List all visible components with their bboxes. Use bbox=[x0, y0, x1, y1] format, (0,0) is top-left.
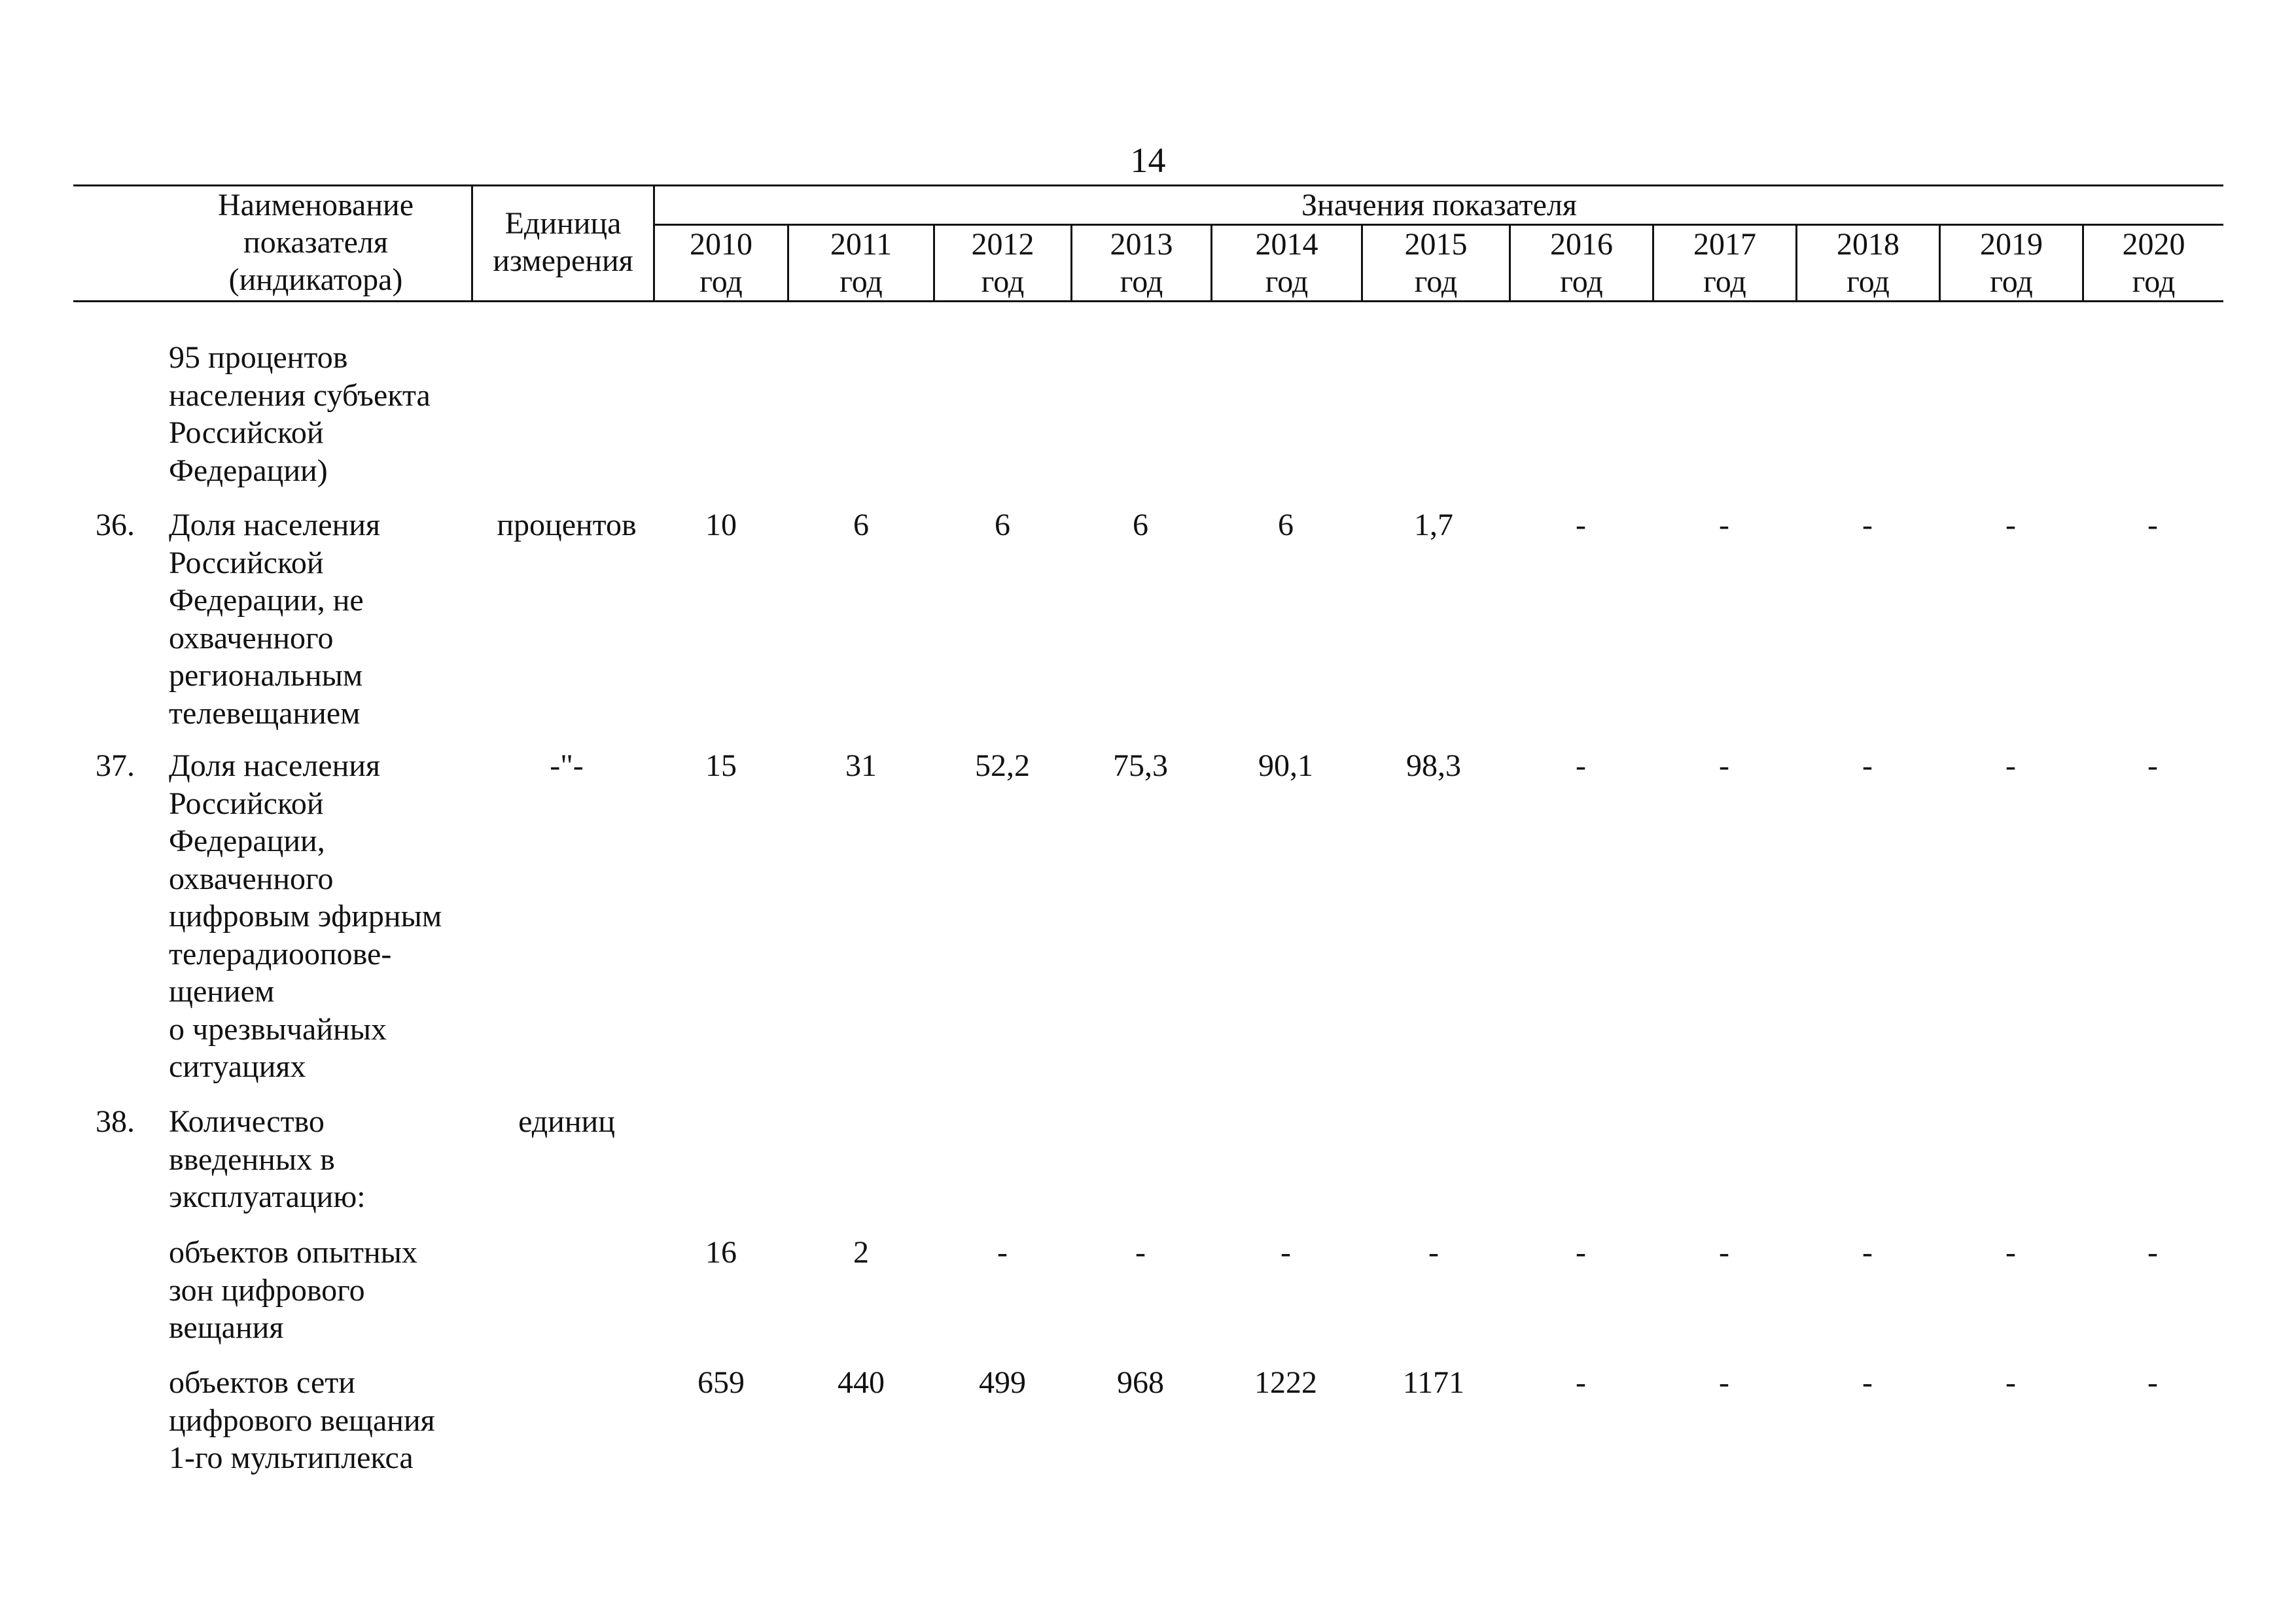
value-2015: - bbox=[1428, 1235, 1439, 1270]
value-2016: - bbox=[1576, 1365, 1586, 1400]
header-year-2010: 2010 год bbox=[690, 227, 752, 299]
value-2017: - bbox=[1719, 508, 1729, 542]
value-2011: 6 bbox=[853, 508, 869, 542]
value-2012: - bbox=[997, 1235, 1008, 1270]
header-year-2019: 2019 год bbox=[1980, 227, 2043, 299]
value-2017: - bbox=[1719, 1235, 1729, 1270]
value-2017: - bbox=[1719, 1365, 1729, 1400]
header-year-2012: 2012 год bbox=[971, 227, 1034, 299]
value-2018: - bbox=[1862, 508, 1873, 542]
value-2015: 1171 bbox=[1402, 1365, 1465, 1400]
value-2018: - bbox=[1862, 748, 1873, 783]
value-2019: - bbox=[2005, 748, 2016, 783]
value-2013: - bbox=[1135, 1235, 1146, 1270]
header-year-2013: 2013 год bbox=[1110, 227, 1173, 299]
indicator-name: Количество введенных в эксплуатацию: bbox=[169, 1104, 366, 1214]
value-2010: 16 bbox=[705, 1235, 737, 1270]
header-year-2020: 2020 год bbox=[2122, 227, 2185, 299]
value-2019: - bbox=[2005, 1235, 2016, 1270]
value-2011: 440 bbox=[838, 1365, 885, 1400]
value-2014: - bbox=[1280, 1235, 1291, 1270]
value-2010: 15 bbox=[705, 748, 737, 783]
value-2017: - bbox=[1719, 748, 1729, 783]
value-2014: 1222 bbox=[1254, 1365, 1317, 1400]
value-2020: - bbox=[2147, 508, 2158, 542]
indicator-name: Доля населения Российской Федерации, не охваченного региональным телевещанием bbox=[169, 508, 381, 731]
header-year-2015: 2015 год bbox=[1404, 227, 1468, 299]
value-2016: - bbox=[1576, 1235, 1586, 1270]
page-number: 14 bbox=[1130, 141, 1166, 180]
unit-of-measure: единиц bbox=[518, 1104, 615, 1139]
row-number: 36. bbox=[96, 508, 135, 542]
value-2011: 2 bbox=[853, 1235, 869, 1270]
header-year-2016: 2016 год bbox=[1550, 227, 1613, 299]
value-2013: 75,3 bbox=[1113, 748, 1168, 783]
value-2013: 968 bbox=[1117, 1365, 1164, 1400]
header-bottom-rule bbox=[73, 300, 2223, 302]
header-year-2018: 2018 год bbox=[1837, 227, 1899, 299]
value-2012: 6 bbox=[995, 508, 1010, 542]
value-2014: 6 bbox=[1278, 508, 1294, 542]
indicator-name: объектов опытных зон цифрового вещания bbox=[169, 1235, 417, 1345]
indicator-name: 95 процентов населения субъекта Российской Федерации) bbox=[169, 340, 431, 488]
value-2016: - bbox=[1576, 508, 1586, 542]
header-values-column: Значения показателя bbox=[1301, 188, 1577, 222]
indicator-name: Доля населения Российской Федерации, охваченного цифровым эфирным телерадиоопове- щением о чрезвычайных ситуациях bbox=[169, 748, 442, 1084]
value-2020: - bbox=[2147, 1365, 2158, 1400]
indicator-name: объектов сети цифрового вещания 1-го мультиплекса bbox=[169, 1365, 435, 1475]
unit-of-measure: процентов bbox=[497, 508, 637, 542]
value-2015: 98,3 bbox=[1406, 748, 1461, 783]
unit-of-measure: -"- bbox=[550, 748, 584, 783]
header-year-2017: 2017 год bbox=[1693, 227, 1756, 299]
header-name-column: Наименование показателя (индикатора) bbox=[217, 188, 414, 297]
value-2020: - bbox=[2147, 748, 2158, 783]
row-number: 37. bbox=[96, 748, 135, 783]
value-2019: - bbox=[2005, 1365, 2016, 1400]
value-2010: 10 bbox=[705, 508, 737, 542]
header-unit-column: Единица измерения bbox=[493, 206, 633, 278]
value-2018: - bbox=[1862, 1365, 1873, 1400]
value-2012: 499 bbox=[979, 1365, 1026, 1400]
value-2012: 52,2 bbox=[975, 748, 1030, 783]
row-number: 38. bbox=[96, 1104, 135, 1139]
value-2019: - bbox=[2005, 508, 2016, 542]
value-2014: 90,1 bbox=[1258, 748, 1313, 783]
value-2013: 6 bbox=[1133, 508, 1148, 542]
value-2016: - bbox=[1576, 748, 1586, 783]
value-2011: 31 bbox=[845, 748, 877, 783]
header-year-2014: 2014 год bbox=[1255, 227, 1318, 299]
header-year-2011: 2011 год bbox=[830, 227, 892, 299]
value-2015: 1,7 bbox=[1414, 508, 1453, 542]
value-2018: - bbox=[1862, 1235, 1873, 1270]
value-2020: - bbox=[2147, 1235, 2158, 1270]
value-2010: 659 bbox=[698, 1365, 745, 1400]
